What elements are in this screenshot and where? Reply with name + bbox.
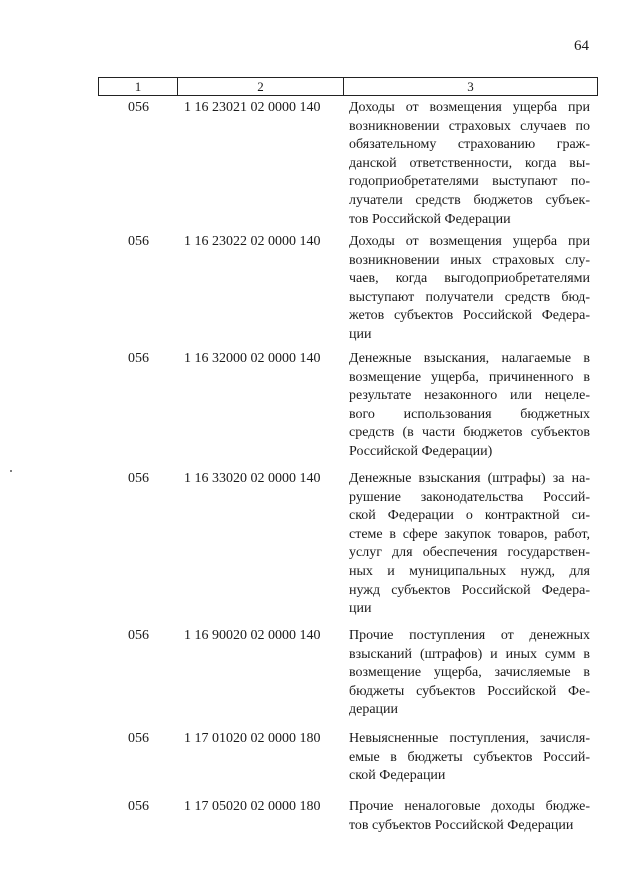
description-line: стеме в сфере закупок товаров, работ,: [349, 526, 590, 542]
description-line: выступают получатели средств бюд-: [349, 289, 590, 305]
admin-code: 056: [128, 799, 149, 814]
budget-classification-code: 1 16 90020 02 0000 140: [184, 628, 321, 643]
description-line: обязательному страхованию граж-: [349, 137, 590, 153]
budget-classification-code: 1 16 33020 02 0000 140: [184, 471, 321, 486]
admin-code: 056: [128, 731, 149, 746]
description-line: ской Федерации о контрактной си-: [349, 508, 590, 524]
description-line: услуг для обеспечения государствен-: [349, 545, 590, 561]
description-line: бюджеты субъектов Российской Фе-: [349, 683, 590, 699]
page-number: 64: [574, 38, 589, 54]
description-line: дерации: [349, 702, 399, 718]
description-line: ных и муниципальных нужд, для: [349, 563, 590, 579]
description-line: результате незаконного или нецеле-: [349, 388, 590, 404]
description-line: вого использования бюджетных: [349, 406, 590, 422]
revenue-description: [349, 233, 590, 345]
description-line: возмещение ущерба, зачисляемые в: [349, 665, 590, 681]
description-line: Денежные взыскания (штрафы) за на-: [349, 471, 590, 486]
description-line: данской ответственности, когда вы-: [349, 155, 590, 171]
description-line: возникновении иных страховых слу-: [349, 252, 590, 268]
header-col-3: 3: [467, 79, 474, 94]
budget-classification-code: 1 17 05020 02 0000 180: [184, 799, 321, 814]
description-line: Доходы от возмещения ущерба при: [349, 100, 590, 115]
table-header: [98, 77, 598, 96]
description-line: емые в бюджеты субъектов Россий-: [349, 749, 590, 765]
budget-classification-code: 1 16 23021 02 0000 140: [184, 100, 321, 115]
description-line: ции: [349, 326, 372, 342]
revenue-description: [349, 99, 590, 229]
header-col-1: 1: [99, 78, 178, 95]
description-line: Российской Федерации): [349, 443, 493, 459]
revenue-description: [349, 627, 590, 720]
description-line: годоприобретателями выступают по-: [349, 174, 590, 190]
revenue-description: [349, 730, 590, 786]
description-line: чаев, когда выгодоприобретателями: [349, 271, 590, 287]
admin-code: 056: [128, 351, 149, 366]
description-line: Доходы от возмещения ущерба при: [349, 234, 590, 249]
description-line: возмещение ущерба, причиненного в: [349, 369, 590, 385]
description-line: нужд субъектов Российской Федера-: [349, 582, 590, 598]
description-line: Невыясненные поступления, зачисля-: [349, 731, 590, 746]
revenue-description: [349, 350, 590, 462]
description-line: тов субъектов Российской Федерации: [349, 817, 574, 833]
description-line: ции: [349, 601, 372, 617]
scan-speck: [10, 470, 12, 472]
description-line: рушение законодательства Россий-: [349, 489, 590, 505]
admin-code: 056: [128, 234, 149, 249]
description-line: тов Российской Федерации: [349, 211, 511, 227]
admin-code: 056: [128, 628, 149, 643]
revenue-description: [349, 470, 590, 619]
description-line: возникновении страховых случаев по: [349, 118, 590, 134]
budget-classification-code: 1 16 23022 02 0000 140: [184, 234, 321, 249]
description-line: Прочие поступления от денежных: [349, 628, 590, 643]
budget-classification-code: 1 16 32000 02 0000 140: [184, 351, 321, 366]
admin-code: 056: [128, 100, 149, 115]
description-line: Прочие неналоговые доходы бюдже-: [349, 799, 590, 814]
header-col-2: 2: [178, 78, 344, 95]
description-line: лучатели средств бюджетов субъек-: [349, 192, 590, 208]
budget-classification-code: 1 17 01020 02 0000 180: [184, 731, 321, 746]
description-line: средств (в части бюджетов субъектов: [349, 425, 590, 441]
revenue-description: [349, 798, 590, 835]
description-line: Денежные взыскания, налагаемые в: [349, 351, 590, 366]
admin-code: 056: [128, 471, 149, 486]
description-line: ской Федерации: [349, 768, 446, 784]
description-line: жетов субъектов Российской Федера-: [349, 308, 590, 324]
description-line: взысканий (штрафов) и иных сумм в: [349, 646, 590, 662]
